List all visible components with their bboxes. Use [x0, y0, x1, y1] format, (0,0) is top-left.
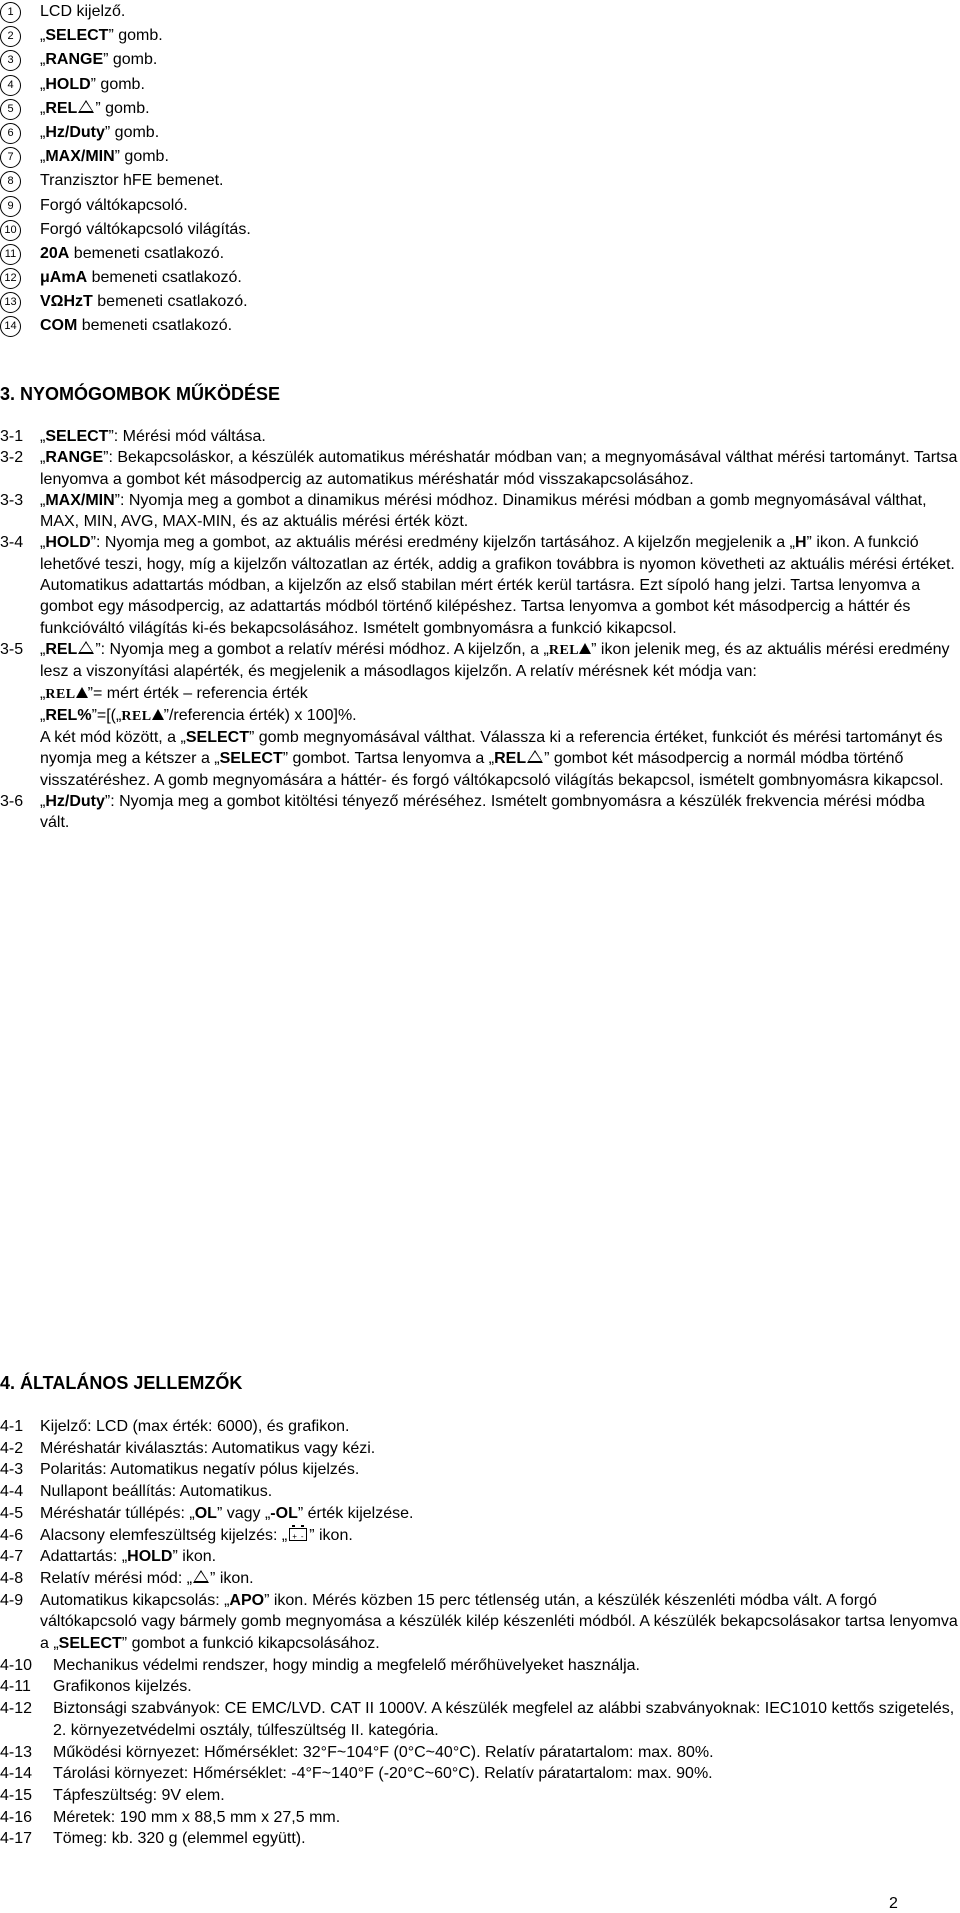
item-number: 3-6: [0, 793, 24, 811]
item-4-14: [0, 1763, 958, 1785]
item-4-2: [0, 1438, 958, 1460]
formula-text: ”= mért érték – referencia érték: [87, 684, 308, 702]
item-number: 4-3: [0, 1461, 24, 1479]
item-4-11: [0, 1676, 958, 1698]
part-description: bemeneti csatlakozó.: [77, 317, 233, 335]
button-name: SELECT: [219, 750, 283, 768]
overload-symbol: OL: [194, 1504, 217, 1522]
triangle-filled-icon: [579, 643, 591, 654]
item-number: 4-14: [0, 1765, 33, 1783]
parts-list-text: [40, 194, 188, 218]
circled-number: 11: [0, 244, 21, 265]
battery-icon: +-: [289, 1528, 307, 1541]
part-description: Forgó váltókapcsoló.: [40, 196, 188, 214]
quote-mark: „: [40, 27, 46, 45]
item-text: Grafikonos kijelzés.: [53, 1678, 192, 1696]
part-description: ” gomb.: [90, 75, 145, 93]
item-3-3: 3-3 „MAX/MIN”: Nyomja meg a gombot a dinamikus mérési módhoz. Dinamikus mérési módban a gomb megnyomásával válthat, MAX, MIN, AVG, MAX-MIN, és az aktuális mérési érték közt.: [0, 491, 927, 531]
item-3-5: 3-5 „REL ”: Nyomja meg a gombot a relatív mérési módhoz. A kijelzőn, a „REL ” ikon jelenik meg, és az aktuális mérési eredmény lesz a viszonyítási alapérték, és megjelenik a másodlagos kijelzőn. A relatív mérésnek két módja van: „REL ”= mért érték – referencia érték „REL%”=[(„REL ”/referencia érték) x 100]%. A két mód között, a „SELECT” gomb megnyomásával válthat. Válassza ki a referencia értéket, funkciót és mérési tartományt és nyomja meg a kétszer a „SELECT” gombot. Tartsa lenyomva a „REL ” gombot két másodpercig a normál módba történő visszatéréshez. A gomb megnyomására a háttér- és forgó váltókapcsoló világítás bekapcsol, ismételt gombnyomásra kikapcsol. 3-6 „Hz/Duty”: Nyomja meg a gombot kitöltési tényező méréséhez. Ismételt gombnyomásra a készülék frekvencia mérési módba vált.: [0, 639, 958, 834]
item-4-6: [0, 1525, 958, 1547]
circled-number: 14: [0, 316, 21, 337]
parts-list-text: [40, 145, 169, 169]
item-text: ” gomb megnyomásával válthat. Válassza ki a referencia értéket, funkciót és mérési tartományt és nyomja meg a kétszer a „: [40, 729, 943, 768]
item-text: ”: Bekapcsoláskor, a készülék automatikus méréshatár módban van; a megnyomásával válthat mérési tartományt. Tartsa lenyomva a gombot két másodpercig az automatikus méréshatár mód visszakapcsolásához.: [40, 449, 958, 488]
item-number: 4-1: [0, 1418, 24, 1435]
triangle-filled-icon: [152, 709, 164, 720]
item-text: Tömeg: kb. 320 g (elemmel együtt).: [53, 1830, 306, 1848]
triangle-outline-icon: [527, 750, 543, 763]
item-number: 4-16: [0, 1808, 33, 1826]
item-text: Relatív mérési mód: „: [40, 1569, 193, 1587]
item-text: ”: Nyomja meg a gombot, az aktuális mérési eredmény kijelzőn tartásához. A kijelzőn megjelenik a „: [90, 534, 795, 552]
formula-text: ”/referencia érték) x 100]%.: [163, 706, 357, 724]
item-text: Alacsony elemfeszültség kijelzés: „: [40, 1526, 288, 1544]
circled-number: 8: [0, 171, 21, 192]
formula-label: REL%: [45, 706, 92, 724]
item-text: Nullapont beállítás: Automatikus.: [40, 1483, 273, 1501]
item-number: 4-9: [0, 1591, 24, 1609]
item-4-4: [0, 1481, 958, 1503]
part-name: REL: [45, 99, 78, 117]
part-description: bemeneti csatlakozó.: [69, 244, 225, 262]
part-description: ” gomb.: [114, 148, 169, 166]
parts-list-text: [40, 242, 224, 266]
parts-list-text: [40, 314, 232, 338]
button-name: Hz/Duty: [45, 793, 105, 811]
item-text: ” gombot a funkció kikapcsolásához.: [121, 1635, 380, 1653]
item-text: ”: Nyomja meg a gombot a dinamikus mérési módhoz. Dinamikus mérési módban a gomb megnyomásával válthat, MAX, MIN, AVG, MAX-MIN, és az aktuális mérési érték közt.: [40, 491, 927, 531]
part-description: Tranzisztor hFE bemenet.: [40, 172, 224, 190]
section-3-title: 3. NYOMÓGOMBOK MŰKÖDÉSE: [0, 384, 281, 404]
quote-mark: „: [40, 123, 46, 141]
apo-symbol: APO: [229, 1591, 265, 1609]
triangle-outline-icon: [78, 100, 94, 113]
item-text: Méretek: 190 mm x 88,5 mm x 27,5 mm.: [53, 1808, 341, 1826]
parts-list-text: [40, 0, 125, 24]
item-number: 4-11: [0, 1678, 31, 1696]
parts-list-text: [40, 48, 157, 72]
part-name: Hz/Duty: [45, 123, 105, 141]
part-name: 20A: [40, 244, 70, 262]
item-text: ”: Nyomja meg a gombot a relatív mérési módhoz. A kijelzőn, a „: [95, 640, 549, 658]
circled-number: 6: [0, 123, 21, 144]
item-text: Adattartás: „: [40, 1548, 128, 1566]
item-text: Tápfeszültség: 9V elem.: [53, 1786, 225, 1804]
parts-list-text: [40, 218, 251, 242]
parts-list-text: [40, 73, 145, 97]
section-4-title: 4. ÁLTALÁNOS JELLEMZŐK: [0, 1373, 243, 1393]
hold-symbol: HOLD: [127, 1548, 173, 1566]
item-text: ” ikon.: [210, 1569, 254, 1587]
part-name: μAmA: [40, 269, 88, 287]
item-3-2: 3-2 „RANGE”: Bekapcsoláskor, a készülék automatikus méréshatár módban van; a megnyomásával válthat mérési tartományt. Tartsa lenyomva a gombot két másodpercig az automatikus méréshatár mód visszakapcsolásához.: [0, 449, 958, 488]
rel-display-icon: REL: [45, 686, 76, 702]
item-text: Tárolási környezet: Hőmérséklet: -4°F~140°F (-20°C~60°C). Relatív páratartalom: max. 90%.: [53, 1765, 713, 1783]
section-3-body: [0, 426, 958, 1912]
item-text: Polaritás: Automatikus negatív pólus kijelzés.: [40, 1461, 360, 1479]
circled-number: 10: [0, 220, 21, 241]
item-number: 4-2: [0, 1439, 24, 1457]
triangle-filled-icon: [76, 687, 88, 698]
item-text: ” vagy „: [216, 1504, 271, 1522]
part-description: bemeneti csatlakozó.: [87, 269, 242, 287]
part-description: LCD kijelző.: [40, 3, 126, 20]
item-number: 4-15: [0, 1786, 33, 1804]
quote-mark: „: [40, 51, 46, 69]
item-text: Működési környezet: Hőmérséklet: 32°F~104°F (0°C~40°C). Relatív páratartalom: max. 80%.: [53, 1743, 714, 1761]
button-name: MAX/MIN: [45, 491, 115, 509]
triangle-outline-icon: [193, 1570, 209, 1583]
part-description: ” gomb.: [95, 99, 150, 117]
item-number: 4-13: [0, 1743, 33, 1761]
circled-number: 7: [0, 147, 21, 168]
overload-symbol: -OL: [270, 1504, 298, 1522]
parts-list-text: [40, 24, 163, 48]
item-4-8: [0, 1568, 958, 1590]
button-name: SELECT: [45, 428, 109, 445]
item-text: ” gombot két másodpercig a normál módba történő visszatéréshez. A gomb megnyomására a háttér- és forgó váltókapcsoló világítás bekapcsol, ismételt gombnyomásra kikapcsol.: [40, 750, 944, 789]
item-text: ” ikon jelenik meg, és az aktuális mérési eredmény lesz a viszonyítási alapérték, és megjelenik a másodlagos kijelzőn. A relatív mérésnek két módja van:: [40, 640, 950, 681]
item-text: ” gombot. Tartsa lenyomva a „: [282, 750, 495, 768]
item-text: Méréshatár túllépés: „: [40, 1504, 195, 1522]
item-4-16: [0, 1807, 958, 1829]
parts-list-text: [40, 290, 248, 314]
part-description: Forgó váltókapcsoló világítás.: [40, 220, 251, 238]
item-4-5: [0, 1503, 958, 1525]
formula-text: ”=[(„: [91, 706, 122, 724]
parts-list-text: [40, 97, 150, 121]
item-text: Automatikus kikapcsolás: „: [40, 1591, 230, 1609]
item-4-13: [0, 1742, 958, 1764]
item-4-9: [0, 1590, 958, 1655]
button-name: REL: [494, 750, 527, 768]
item-4-1: [0, 1416, 958, 1438]
circled-number: 5: [0, 99, 21, 120]
formula-2: „REL%”=[(„REL ”/referencia érték) x 100]%.: [40, 706, 357, 724]
part-description: ” gomb.: [104, 123, 160, 141]
item-text: ” ikon.: [309, 1526, 353, 1544]
part-description: ” gomb.: [108, 27, 163, 45]
item-number: 4-6: [0, 1526, 24, 1544]
parts-list-text: [40, 121, 159, 145]
hold-symbol: H: [794, 534, 807, 552]
item-number: 3-3: [0, 491, 24, 509]
button-name: RANGE: [45, 449, 104, 467]
part-name: MAX/MIN: [45, 148, 115, 166]
button-name: SELECT: [58, 1635, 122, 1653]
quote-mark: „: [40, 75, 46, 93]
circled-number: 2: [0, 26, 21, 47]
item-text: ” ikon. Mérés közben 15 perc tétlenség után, a készülék készenléti módba vált. A forgó váltókapcsoló vagy bármely gomb megnyomása a készülék kilép készenléti módból. A készülék bekapcsolásakor tartsa lenyomva a „: [40, 1591, 958, 1653]
circled-number: 13: [0, 292, 21, 313]
item-3-4: 3-4 „HOLD”: Nyomja meg a gombot, az aktuális mérési eredmény kijelzőn tartásához. A kijelzőn megjelenik a „H” ikon. A funkció lehetővé teszi, hogy, míg a kijelzőn változatlan az érték, addig a grafikon továbbra is nyomon követheti az aktuális mérési értéket. Automatikus adattartás módban, a kijelzőn az első stabilan mért érték kerül tartásra. Ezt sípoló hang jelzi. Tartsa lenyomva a gombot egy másodpercig, az adattartás módból történő kilépéshez. Tartsa lenyomva a gombot két másodpercig a háttér és funkcióváltó világítás ki-és bekapcsolásához. Ismételt gombnyomásra a funkció kikapcsol.: [0, 534, 955, 637]
item-text: Biztonsági szabványok: CE EMC/LVD. CAT II 1000V. A készülék megfelel az alábbi szabványoknak: IEC1010 kettős szigetelés, 2. környezetvédelmi osztály, túlfeszültség II. kategória.: [53, 1700, 955, 1739]
item-3-6: 3-6 „Hz/Duty”: Nyomja meg a gombot kitöltési tényező méréséhez. Ismételt gombnyomásra a készülék frekvencia mérési módba vált.: [0, 793, 925, 832]
item-number: 4-10: [0, 1656, 33, 1674]
rel-display-icon: REL: [548, 642, 580, 658]
item-number: 4-5: [0, 1504, 24, 1522]
part-name: HOLD: [45, 75, 91, 93]
circled-number: 4: [0, 75, 21, 96]
item-3-1: 3-1 „SELECT”: Mérési mód váltása.: [0, 426, 958, 447]
part-description: bemeneti csatlakozó.: [92, 293, 248, 311]
parts-list-text: [40, 169, 223, 193]
item-text: ” ikon.: [172, 1548, 217, 1566]
item-number: 4-17: [0, 1830, 33, 1848]
button-name: HOLD: [45, 534, 91, 552]
item-number: 4-4: [0, 1483, 24, 1501]
item-4-12: [0, 1698, 958, 1741]
formula-1: [40, 683, 958, 705]
item-4-17: [0, 1828, 958, 1850]
item-text: Mechanikus védelmi rendszer, hogy mindig a megfelelő mérőhüvelyeket használja.: [53, 1656, 640, 1674]
parts-list-text: [40, 266, 242, 290]
item-number: 3-5: [0, 640, 24, 658]
page-number: 2: [889, 1895, 898, 1912]
item-text: Kijelző: LCD (max érték: 6000), és grafikon.: [40, 1418, 350, 1435]
rel-display-icon: REL: [121, 708, 152, 724]
circled-number: 3: [0, 50, 21, 71]
item-text: A két mód között, a „: [40, 729, 186, 747]
part-name: SELECT: [45, 27, 109, 45]
item-number: 3-4: [0, 534, 24, 552]
part-name: VΩHzT: [40, 293, 93, 311]
item-4-7: [0, 1546, 958, 1568]
item-number: 4-12: [0, 1700, 33, 1718]
circled-number: 9: [0, 196, 21, 217]
circled-number: 12: [0, 268, 21, 289]
item-3-5-paragraph: [40, 727, 958, 791]
item-text: ”: Mérési mód váltása.: [108, 428, 266, 445]
button-name: SELECT: [185, 729, 249, 747]
section-4-body: [0, 1416, 958, 1850]
item-4-15: [0, 1785, 958, 1807]
item-text: Méréshatár kiválasztás: Automatikus vagy kézi.: [40, 1439, 376, 1457]
triangle-outline-icon: [78, 641, 94, 654]
item-number: 4-7: [0, 1548, 24, 1566]
quote-mark: „: [40, 684, 46, 702]
quote-mark: „: [40, 99, 46, 117]
item-4-10: [0, 1655, 958, 1677]
item-text: ”: Nyomja meg a gombot kitöltési tényező méréséhez. Ismételt gombnyomásra a készülék frekvencia mérési módba vált.: [40, 793, 925, 832]
item-text: ” érték kijelzése.: [297, 1504, 414, 1522]
part-description: ” gomb.: [103, 51, 158, 69]
part-name: COM: [40, 317, 78, 335]
part-name: RANGE: [45, 51, 104, 69]
item-number: 4-8: [0, 1569, 24, 1587]
item-4-3: [0, 1459, 958, 1481]
item-number: 3-1: [0, 428, 24, 445]
circled-number: 1: [0, 2, 21, 23]
button-name: REL: [45, 640, 78, 658]
quote-mark: „: [40, 148, 46, 166]
item-number: 3-2: [0, 449, 24, 467]
item-text: ” ikon. A funkció lehetővé teszi, hogy, míg a kijelzőn változatlan az érték, addig a grafikon továbbra is nyomon követheti az aktuális mérési értéket. Automatikus adattartás módban, a kijelzőn az első stabilan mért érték kerül tartásra. Ezt sípoló hang jelzi. Tartsa lenyomva a gombot egy másodpercig, az adattartás módból történő kilépéshez. Tartsa lenyomva a gombot két másodpercig a háttér és funkcióváltó világítás ki-és bekapcsolásához. Ismételt gombnyomásra a funkció kikapcsol.: [40, 534, 955, 637]
